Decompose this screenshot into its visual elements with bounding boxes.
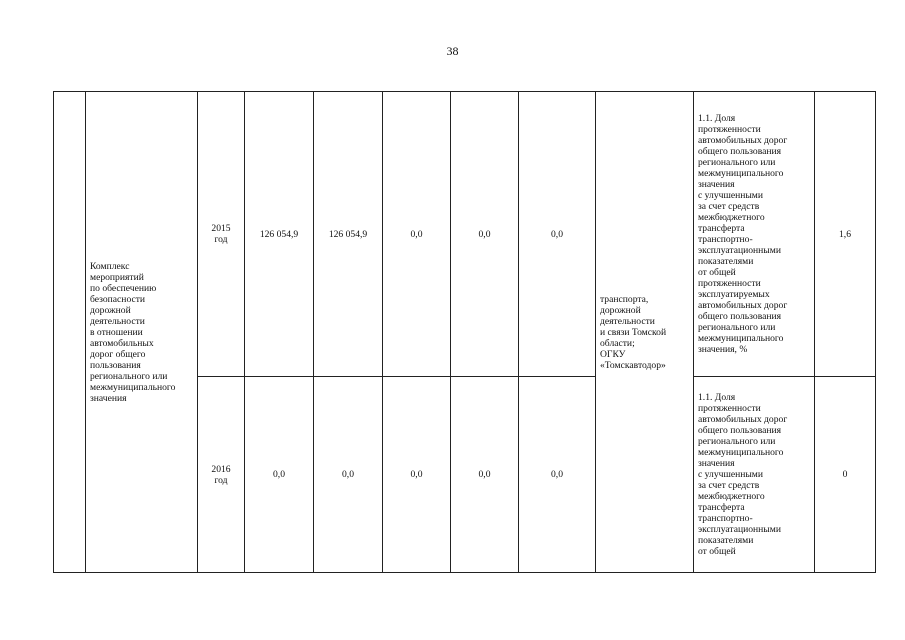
funding-col5-cell: 0,0 xyxy=(519,377,596,573)
text-line: автомобильных дорог xyxy=(698,300,788,311)
text-line: от общей xyxy=(698,546,736,557)
text-line: регионального или xyxy=(698,436,776,447)
text-line: 1.1. Доля xyxy=(698,392,736,403)
year-number: 2016 xyxy=(211,463,231,475)
text-line: значения xyxy=(90,392,127,404)
text-line: межмуниципального xyxy=(698,168,784,179)
text-line: дорожной xyxy=(90,304,131,316)
text-line: регионального или xyxy=(698,322,776,333)
funding-col2-cell: 0,0 xyxy=(314,377,383,573)
year-number: 2015 xyxy=(211,223,231,234)
text-line: по обеспечению xyxy=(90,282,157,294)
year-cell xyxy=(198,377,245,573)
text-line: межмуниципального xyxy=(698,447,784,458)
activity-name xyxy=(90,261,193,404)
total-funding-cell: 0,0 xyxy=(245,377,314,573)
text-line: транспорта, xyxy=(600,293,649,305)
text-line: автомобильных дорог xyxy=(698,135,788,146)
text-line: и связи Томской xyxy=(600,326,667,338)
text-line: эксплуатационными xyxy=(698,524,781,535)
text-line: транспортно- xyxy=(698,234,753,245)
text-line: от общей xyxy=(698,267,736,278)
text-line: регионального или xyxy=(698,157,776,168)
funding-col3-cell: 0,0 xyxy=(383,92,451,377)
funding-col4-cell: 0,0 xyxy=(451,377,519,573)
text-line: межбюджетного xyxy=(698,212,765,223)
executor-name xyxy=(600,294,689,371)
indicator-cell xyxy=(694,92,815,377)
text-line: регионального или xyxy=(90,370,168,382)
text-line: ОГКУ xyxy=(600,348,626,360)
text-line: автомобильных дорог xyxy=(698,414,788,425)
funding-col3-cell: 0,0 xyxy=(383,377,451,573)
total-funding-cell: 126 054,9 xyxy=(245,92,314,377)
text-line: протяженности xyxy=(698,278,761,289)
year-unit: год xyxy=(214,474,228,486)
text-line: автомобильных xyxy=(90,337,154,349)
text-line: деятельности xyxy=(600,315,655,327)
text-line: общего пользования xyxy=(698,311,782,322)
text-line: за счет средств xyxy=(698,201,760,212)
text-line: протяженности xyxy=(698,403,761,414)
text-line: межмуниципального xyxy=(698,333,784,344)
text-line: показателями xyxy=(698,535,754,546)
text-line: значения xyxy=(698,458,735,469)
year-unit: год xyxy=(214,234,228,245)
indicator-value-cell: 1,6 xyxy=(815,92,876,377)
text-line: с улучшенными xyxy=(698,190,764,201)
indicator-cell xyxy=(694,377,815,573)
text-line: протяженности xyxy=(698,124,761,135)
text-line: Комплекс xyxy=(90,260,130,272)
text-line: межбюджетного xyxy=(698,491,765,502)
text-line: трансферта xyxy=(698,223,745,234)
table-row-2015 xyxy=(54,92,876,377)
text-line: дорог общего xyxy=(90,348,146,360)
text-line: «Томскавтодор» xyxy=(600,359,666,371)
text-line: в отношении xyxy=(90,326,143,338)
row-number-cell xyxy=(54,92,86,573)
text-line: деятельности xyxy=(90,315,145,327)
indicator-text xyxy=(698,392,810,557)
text-line: за счет средств xyxy=(698,480,760,491)
text-line: межмуниципального xyxy=(90,381,176,393)
executor-cell xyxy=(596,92,694,573)
funding-col5-cell: 0,0 xyxy=(519,92,596,377)
text-line: пользования xyxy=(90,359,141,371)
year-cell xyxy=(198,92,245,377)
text-line: области; xyxy=(600,337,635,349)
text-line: дорожной xyxy=(600,304,641,316)
text-line: эксплуатируемых xyxy=(698,289,770,300)
indicator-text xyxy=(698,113,810,355)
text-line: безопасности xyxy=(90,293,146,305)
funding-col4-cell: 0,0 xyxy=(451,92,519,377)
text-line: эксплуатационными xyxy=(698,245,781,256)
text-line: общего пользования xyxy=(698,146,782,157)
text-line: показателями xyxy=(698,256,754,267)
text-line: общего пользования xyxy=(698,425,782,436)
text-line: с улучшенными xyxy=(698,469,764,480)
text-line: транспортно- xyxy=(698,513,753,524)
text-line: трансферта xyxy=(698,502,745,513)
funding-col2-cell: 126 054,9 xyxy=(314,92,383,377)
text-line: значения, % xyxy=(698,344,748,355)
program-table xyxy=(53,91,876,573)
text-line: значения xyxy=(698,179,735,190)
indicator-value-cell: 0 xyxy=(815,377,876,573)
text-line: 1.1. Доля xyxy=(698,113,736,124)
page-number: 38 xyxy=(446,44,459,58)
text-line: мероприятий xyxy=(90,271,144,283)
activity-name-cell xyxy=(86,92,198,573)
